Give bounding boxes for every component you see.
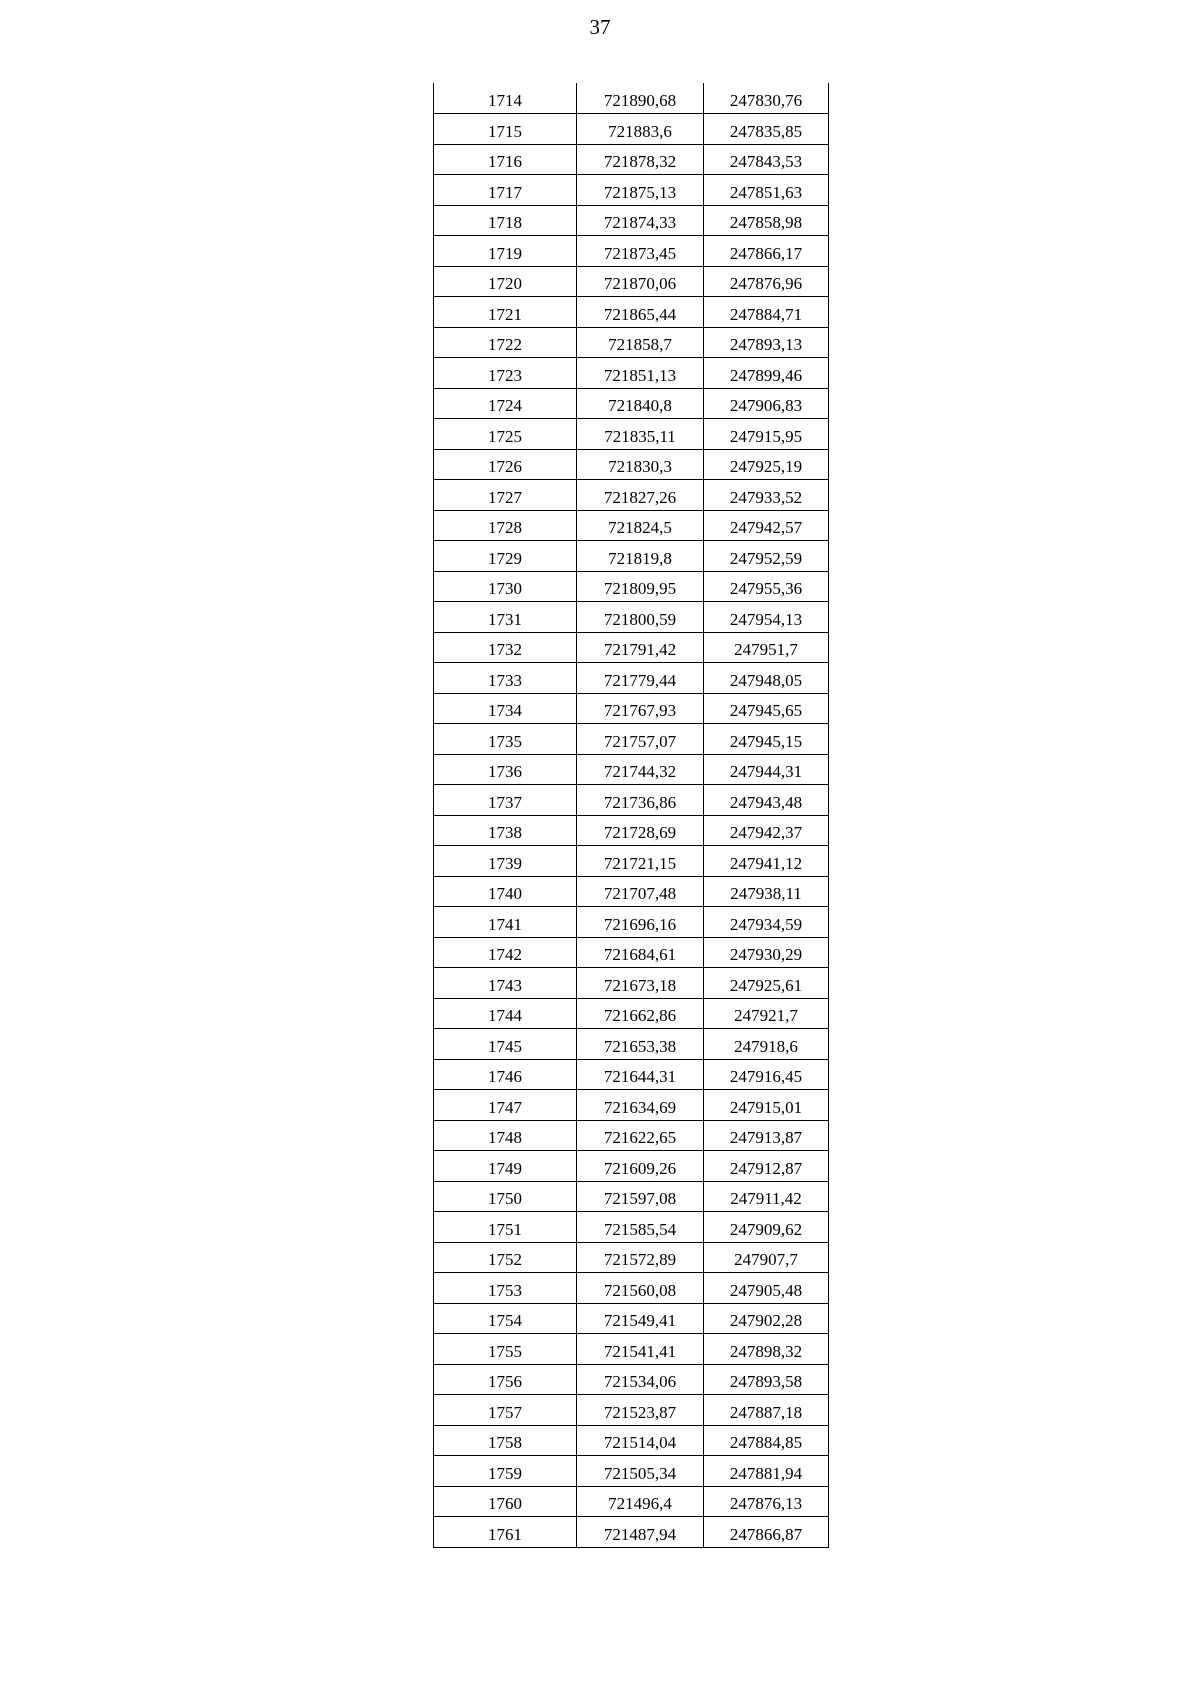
y-coordinate-cell: 247858,98	[704, 205, 829, 236]
y-coordinate-cell: 247905,48	[704, 1273, 829, 1304]
table-row	[434, 815, 829, 846]
x-coordinate-cell: 721644,31	[577, 1059, 704, 1090]
y-coordinate-cell: 247942,57	[704, 510, 829, 541]
table-row	[434, 1303, 829, 1334]
table-row	[434, 541, 829, 572]
point-number-cell: 1714	[434, 83, 577, 114]
y-coordinate-cell: 247876,13	[704, 1486, 829, 1517]
point-number-cell: 1759	[434, 1456, 577, 1487]
x-coordinate-cell: 721572,89	[577, 1242, 704, 1273]
table-row	[434, 327, 829, 358]
table-row	[434, 1242, 829, 1273]
table-row	[434, 907, 829, 938]
point-number-cell: 1728	[434, 510, 577, 541]
y-coordinate-cell: 247934,59	[704, 907, 829, 938]
table-row	[434, 968, 829, 999]
point-number-cell: 1747	[434, 1090, 577, 1121]
x-coordinate-cell: 721728,69	[577, 815, 704, 846]
point-number-cell: 1731	[434, 602, 577, 633]
x-coordinate-cell: 721840,8	[577, 388, 704, 419]
x-coordinate-cell: 721819,8	[577, 541, 704, 572]
table-row	[434, 693, 829, 724]
table-row	[434, 1364, 829, 1395]
x-coordinate-cell: 721851,13	[577, 358, 704, 389]
x-coordinate-cell: 721827,26	[577, 480, 704, 511]
table-row	[434, 449, 829, 480]
table-row	[434, 266, 829, 297]
table-row	[434, 754, 829, 785]
y-coordinate-cell: 247876,96	[704, 266, 829, 297]
x-coordinate-cell: 721673,18	[577, 968, 704, 999]
x-coordinate-cell: 721874,33	[577, 205, 704, 236]
y-coordinate-cell: 247893,58	[704, 1364, 829, 1395]
x-coordinate-cell: 721653,38	[577, 1029, 704, 1060]
table-row	[434, 419, 829, 450]
point-number-cell: 1742	[434, 937, 577, 968]
table-row	[434, 785, 829, 816]
table-row	[434, 236, 829, 267]
page-number: 37	[589, 15, 611, 39]
table-row	[434, 724, 829, 755]
x-coordinate-cell: 721878,32	[577, 144, 704, 175]
y-coordinate-cell: 247948,05	[704, 663, 829, 694]
y-coordinate-cell: 247943,48	[704, 785, 829, 816]
x-coordinate-cell: 721736,86	[577, 785, 704, 816]
point-number-cell: 1738	[434, 815, 577, 846]
point-number-cell: 1721	[434, 297, 577, 328]
point-number-cell: 1732	[434, 632, 577, 663]
table-row	[434, 602, 829, 633]
point-number-cell: 1751	[434, 1212, 577, 1243]
y-coordinate-cell: 247909,62	[704, 1212, 829, 1243]
y-coordinate-cell: 247918,6	[704, 1029, 829, 1060]
y-coordinate-cell: 247945,15	[704, 724, 829, 755]
table-row	[434, 1486, 829, 1517]
x-coordinate-cell: 721767,93	[577, 693, 704, 724]
y-coordinate-cell: 247938,11	[704, 876, 829, 907]
y-coordinate-cell: 247830,76	[704, 83, 829, 114]
point-number-cell: 1736	[434, 754, 577, 785]
point-number-cell: 1757	[434, 1395, 577, 1426]
table-row	[434, 297, 829, 328]
point-number-cell: 1727	[434, 480, 577, 511]
point-number-cell: 1717	[434, 175, 577, 206]
point-number-cell: 1753	[434, 1273, 577, 1304]
point-number-cell: 1718	[434, 205, 577, 236]
x-coordinate-cell: 721585,54	[577, 1212, 704, 1243]
y-coordinate-cell: 247925,61	[704, 968, 829, 999]
coordinates-table-body	[434, 83, 829, 1547]
point-number-cell: 1724	[434, 388, 577, 419]
y-coordinate-cell: 247866,87	[704, 1517, 829, 1548]
y-coordinate-cell: 247912,87	[704, 1151, 829, 1182]
y-coordinate-cell: 247951,7	[704, 632, 829, 663]
point-number-cell: 1716	[434, 144, 577, 175]
y-coordinate-cell: 247906,83	[704, 388, 829, 419]
x-coordinate-cell: 721870,06	[577, 266, 704, 297]
point-number-cell: 1722	[434, 327, 577, 358]
point-number-cell: 1741	[434, 907, 577, 938]
x-coordinate-cell: 721721,15	[577, 846, 704, 877]
table-row	[434, 388, 829, 419]
table-row	[434, 1059, 829, 1090]
y-coordinate-cell: 247952,59	[704, 541, 829, 572]
table-row	[434, 1456, 829, 1487]
y-coordinate-cell: 247915,01	[704, 1090, 829, 1121]
x-coordinate-cell: 721865,44	[577, 297, 704, 328]
point-number-cell: 1754	[434, 1303, 577, 1334]
x-coordinate-cell: 721622,65	[577, 1120, 704, 1151]
y-coordinate-cell: 247915,95	[704, 419, 829, 450]
y-coordinate-cell: 247899,46	[704, 358, 829, 389]
point-number-cell: 1723	[434, 358, 577, 389]
table-row	[434, 1090, 829, 1121]
table-row	[434, 1395, 829, 1426]
y-coordinate-cell: 247941,12	[704, 846, 829, 877]
table-row	[434, 83, 829, 114]
table-row	[434, 632, 829, 663]
point-number-cell: 1725	[434, 419, 577, 450]
table-row	[434, 114, 829, 145]
y-coordinate-cell: 247884,71	[704, 297, 829, 328]
point-number-cell: 1737	[434, 785, 577, 816]
table-row	[434, 571, 829, 602]
point-number-cell: 1755	[434, 1334, 577, 1365]
point-number-cell: 1726	[434, 449, 577, 480]
point-number-cell: 1735	[434, 724, 577, 755]
table-row	[434, 1029, 829, 1060]
x-coordinate-cell: 721549,41	[577, 1303, 704, 1334]
x-coordinate-cell: 721609,26	[577, 1151, 704, 1182]
table-row	[434, 876, 829, 907]
table-row	[434, 358, 829, 389]
table-row	[434, 1273, 829, 1304]
x-coordinate-cell: 721757,07	[577, 724, 704, 755]
y-coordinate-cell: 247851,63	[704, 175, 829, 206]
point-number-cell: 1749	[434, 1151, 577, 1182]
table-row	[434, 175, 829, 206]
x-coordinate-cell: 721873,45	[577, 236, 704, 267]
x-coordinate-cell: 721597,08	[577, 1181, 704, 1212]
table-row	[434, 663, 829, 694]
y-coordinate-cell: 247907,7	[704, 1242, 829, 1273]
y-coordinate-cell: 247913,87	[704, 1120, 829, 1151]
y-coordinate-cell: 247835,85	[704, 114, 829, 145]
x-coordinate-cell: 721662,86	[577, 998, 704, 1029]
x-coordinate-cell: 721541,41	[577, 1334, 704, 1365]
point-number-cell: 1715	[434, 114, 577, 145]
y-coordinate-cell: 247911,42	[704, 1181, 829, 1212]
x-coordinate-cell: 721696,16	[577, 907, 704, 938]
y-coordinate-cell: 247955,36	[704, 571, 829, 602]
point-number-cell: 1756	[434, 1364, 577, 1395]
table-row	[434, 1334, 829, 1365]
y-coordinate-cell: 247954,13	[704, 602, 829, 633]
table-row	[434, 1181, 829, 1212]
y-coordinate-cell: 247898,32	[704, 1334, 829, 1365]
x-coordinate-cell: 721634,69	[577, 1090, 704, 1121]
x-coordinate-cell: 721858,7	[577, 327, 704, 358]
x-coordinate-cell: 721779,44	[577, 663, 704, 694]
x-coordinate-cell: 721835,11	[577, 419, 704, 450]
y-coordinate-cell: 247893,13	[704, 327, 829, 358]
table-row	[434, 1425, 829, 1456]
point-number-cell: 1750	[434, 1181, 577, 1212]
x-coordinate-cell: 721505,34	[577, 1456, 704, 1487]
y-coordinate-cell: 247902,28	[704, 1303, 829, 1334]
coordinates-table	[433, 83, 829, 1548]
y-coordinate-cell: 247866,17	[704, 236, 829, 267]
y-coordinate-cell: 247921,7	[704, 998, 829, 1029]
x-coordinate-cell: 721523,87	[577, 1395, 704, 1426]
x-coordinate-cell: 721890,68	[577, 83, 704, 114]
x-coordinate-cell: 721744,32	[577, 754, 704, 785]
point-number-cell: 1748	[434, 1120, 577, 1151]
x-coordinate-cell: 721707,48	[577, 876, 704, 907]
x-coordinate-cell: 721830,3	[577, 449, 704, 480]
y-coordinate-cell: 247881,94	[704, 1456, 829, 1487]
y-coordinate-cell: 247945,65	[704, 693, 829, 724]
point-number-cell: 1720	[434, 266, 577, 297]
x-coordinate-cell: 721496,4	[577, 1486, 704, 1517]
y-coordinate-cell: 247942,37	[704, 815, 829, 846]
x-coordinate-cell: 721560,08	[577, 1273, 704, 1304]
y-coordinate-cell: 247925,19	[704, 449, 829, 480]
table-row	[434, 1517, 829, 1548]
x-coordinate-cell: 721809,95	[577, 571, 704, 602]
x-coordinate-cell: 721534,06	[577, 1364, 704, 1395]
point-number-cell: 1745	[434, 1029, 577, 1060]
point-number-cell: 1743	[434, 968, 577, 999]
table-row	[434, 1212, 829, 1243]
point-number-cell: 1734	[434, 693, 577, 724]
point-number-cell: 1746	[434, 1059, 577, 1090]
table-row	[434, 1151, 829, 1182]
x-coordinate-cell: 721514,04	[577, 1425, 704, 1456]
x-coordinate-cell: 721684,61	[577, 937, 704, 968]
y-coordinate-cell: 247843,53	[704, 144, 829, 175]
table-row	[434, 144, 829, 175]
y-coordinate-cell: 247916,45	[704, 1059, 829, 1090]
y-coordinate-cell: 247944,31	[704, 754, 829, 785]
point-number-cell: 1761	[434, 1517, 577, 1548]
table-row	[434, 937, 829, 968]
point-number-cell: 1729	[434, 541, 577, 572]
x-coordinate-cell: 721487,94	[577, 1517, 704, 1548]
x-coordinate-cell: 721800,59	[577, 602, 704, 633]
table-row	[434, 1120, 829, 1151]
point-number-cell: 1733	[434, 663, 577, 694]
point-number-cell: 1719	[434, 236, 577, 267]
x-coordinate-cell: 721824,5	[577, 510, 704, 541]
x-coordinate-cell: 721883,6	[577, 114, 704, 145]
x-coordinate-cell: 721875,13	[577, 175, 704, 206]
point-number-cell: 1744	[434, 998, 577, 1029]
table-row	[434, 205, 829, 236]
table-row	[434, 480, 829, 511]
point-number-cell: 1739	[434, 846, 577, 877]
table-row	[434, 510, 829, 541]
y-coordinate-cell: 247887,18	[704, 1395, 829, 1426]
point-number-cell: 1730	[434, 571, 577, 602]
table-row	[434, 846, 829, 877]
point-number-cell: 1760	[434, 1486, 577, 1517]
table-row	[434, 998, 829, 1029]
y-coordinate-cell: 247884,85	[704, 1425, 829, 1456]
point-number-cell: 1740	[434, 876, 577, 907]
point-number-cell: 1752	[434, 1242, 577, 1273]
x-coordinate-cell: 721791,42	[577, 632, 704, 663]
y-coordinate-cell: 247930,29	[704, 937, 829, 968]
point-number-cell: 1758	[434, 1425, 577, 1456]
y-coordinate-cell: 247933,52	[704, 480, 829, 511]
